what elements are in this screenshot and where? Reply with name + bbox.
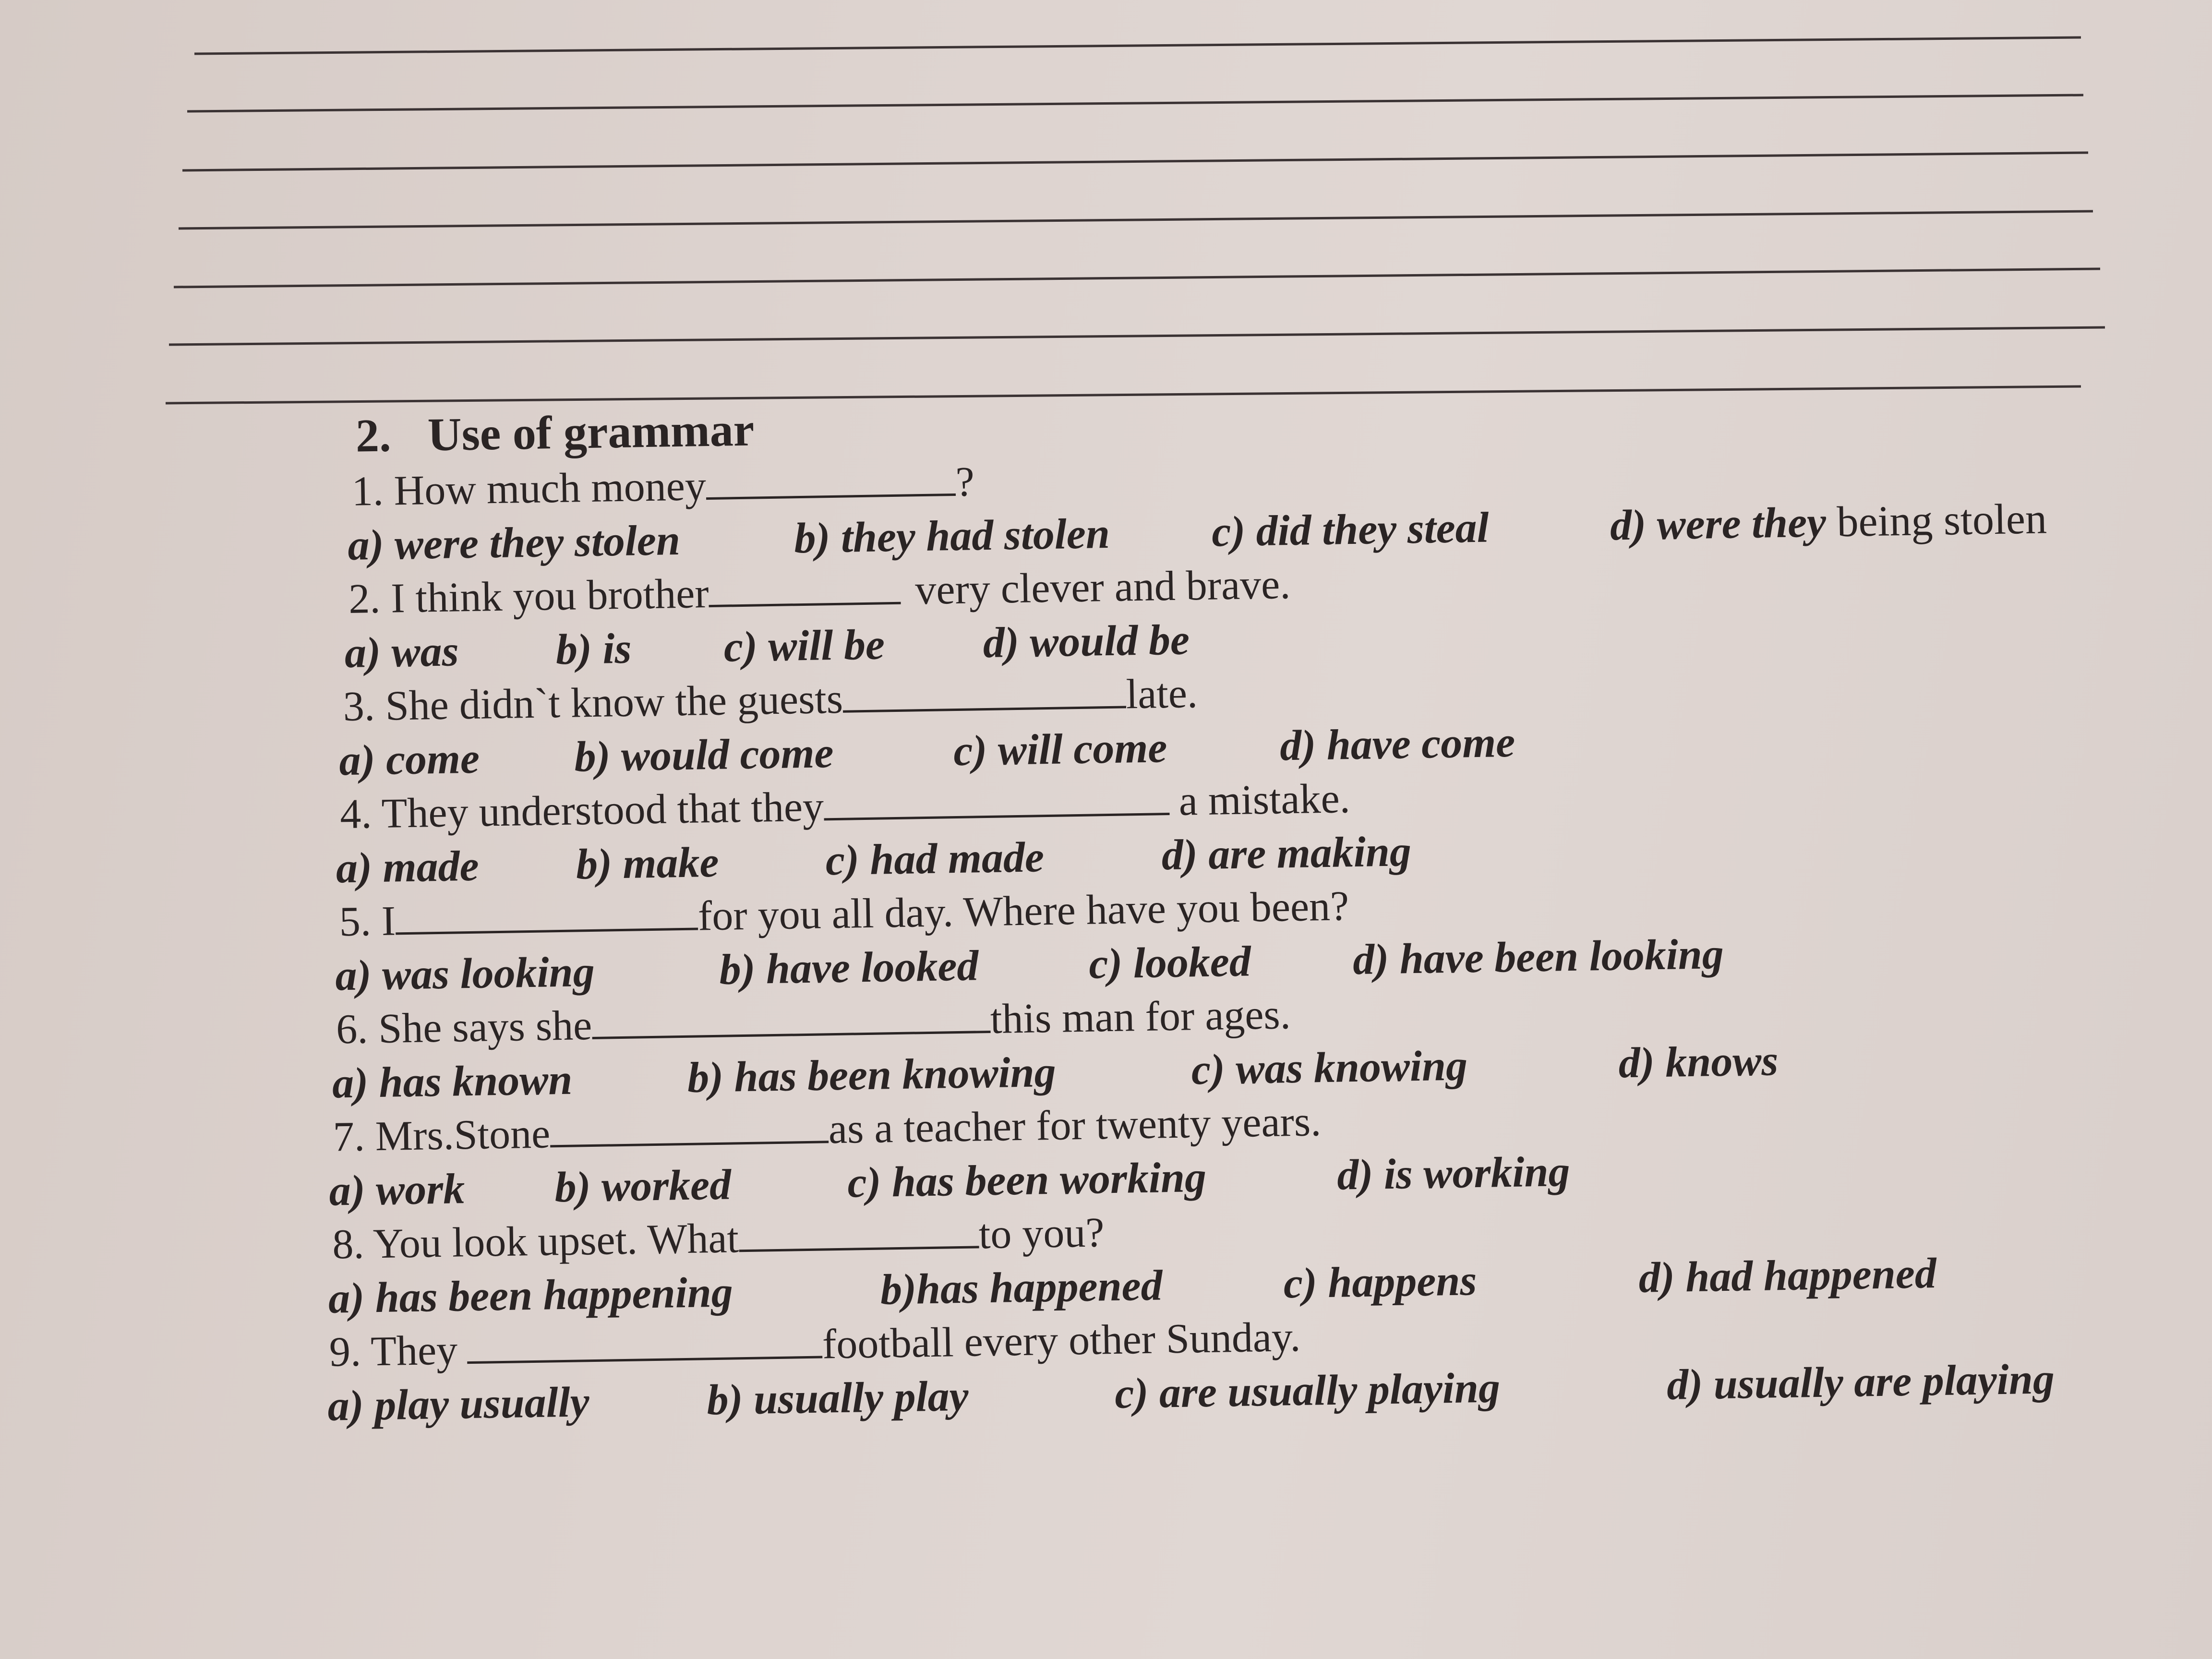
section-title: Use of grammar [427, 404, 755, 461]
answer-blank[interactable] [591, 996, 990, 1039]
answer-blank[interactable] [467, 1322, 822, 1364]
option-c[interactable]: c) has been working [847, 1153, 1207, 1207]
answer-blank[interactable] [550, 1106, 829, 1147]
option-d[interactable]: d) are making [1161, 828, 1412, 879]
option-c[interactable]: c) will be [723, 621, 885, 671]
option-a[interactable]: a) were they stolen [347, 516, 681, 569]
question-text-after: football every other Sunday. [822, 1313, 1301, 1368]
option-d[interactable]: d) knows [1618, 1037, 1779, 1087]
writing-line [169, 327, 2105, 345]
option-d[interactable]: d) is working [1336, 1148, 1571, 1199]
question-text-after: as a teacher for twenty years. [828, 1098, 1322, 1153]
option-d[interactable]: d) had happened [1638, 1250, 1937, 1302]
question-text-after: very clever and brave. [914, 561, 1291, 614]
grammar-exercise [312, 379, 2176, 1433]
option-b[interactable]: b) worked [554, 1161, 732, 1212]
option-a[interactable]: a) was [344, 627, 459, 677]
option-a[interactable]: a) work [328, 1165, 465, 1215]
option-c[interactable]: c) had made [825, 833, 1045, 885]
option-d-text: d) were they [1610, 498, 1827, 550]
option-d[interactable]: d) usually are playing [1666, 1355, 2055, 1409]
option-b[interactable]: b) usually play [706, 1372, 969, 1424]
writing-line [187, 95, 2083, 111]
writing-line [174, 269, 2100, 287]
question-text-after: to you? [978, 1209, 1105, 1258]
section-number: 2. [355, 409, 392, 462]
option-a[interactable]: a) has been happening [328, 1268, 733, 1322]
option-d-tail: being stolen [1826, 495, 2047, 546]
answer-blank[interactable] [395, 893, 698, 935]
option-c[interactable]: c) did they steal [1211, 504, 1490, 556]
question-text: 2. I think you brother [348, 570, 709, 623]
answer-blank[interactable] [709, 567, 901, 607]
answer-blank[interactable] [706, 459, 956, 500]
option-c[interactable]: c) looked [1088, 938, 1251, 988]
question-text-after: a mistake. [1178, 775, 1351, 825]
option-b[interactable]: b) has been knowing [687, 1048, 1057, 1102]
question-text: 4. They understood that they [339, 783, 824, 838]
question-text: 8. You look upset. What [332, 1215, 739, 1268]
writing-line [182, 153, 2088, 170]
writing-line [194, 37, 2081, 54]
question-text: 7. Mrs.Stone [333, 1110, 551, 1161]
answer-blank[interactable] [823, 778, 1169, 820]
option-a[interactable]: a) play usually [327, 1378, 590, 1430]
writing-line [179, 211, 2093, 228]
question-text: 9. They [329, 1327, 458, 1376]
question-text: 6. She says she [336, 1002, 592, 1053]
option-c[interactable]: c) was knowing [1191, 1042, 1468, 1094]
option-b[interactable]: b) would come [574, 729, 834, 781]
option-a[interactable]: a) come [338, 734, 480, 785]
option-b[interactable]: b)has happened [880, 1262, 1163, 1314]
question-text-after: ? [955, 458, 975, 505]
option-a[interactable]: a) was looking [335, 948, 595, 1000]
option-d[interactable]: d) have been looking [1352, 930, 1724, 984]
option-d[interactable]: d) have come [1279, 718, 1515, 770]
option-b[interactable]: b) they had stolen [793, 509, 1110, 563]
question-text: 1. How much money [351, 463, 707, 515]
option-a[interactable]: a) made [336, 842, 480, 892]
option-d[interactable]: d) would be [983, 616, 1190, 667]
answer-blank[interactable] [842, 671, 1126, 712]
option-d[interactable] [1610, 492, 2047, 553]
question-text: 3. She didn`t know the guests [343, 675, 843, 731]
option-a[interactable]: a) has known [332, 1056, 573, 1107]
option-b[interactable]: b) is [555, 625, 632, 674]
option-c[interactable]: c) are usually playing [1114, 1364, 1501, 1418]
option-c[interactable]: c) will come [953, 724, 1167, 775]
option-c[interactable]: c) happens [1283, 1257, 1478, 1308]
answer-blank[interactable] [738, 1211, 979, 1252]
question-text-after: this man for ages. [990, 991, 1291, 1043]
option-b[interactable]: b) have looked [719, 942, 979, 994]
question-text-after: late. [1126, 670, 1198, 718]
option-b[interactable]: b) make [576, 838, 720, 889]
question-text: 5. I [339, 898, 396, 946]
question-text-after: for you all day. Where have you been? [697, 883, 1349, 940]
writing-lines [0, 0, 2212, 432]
